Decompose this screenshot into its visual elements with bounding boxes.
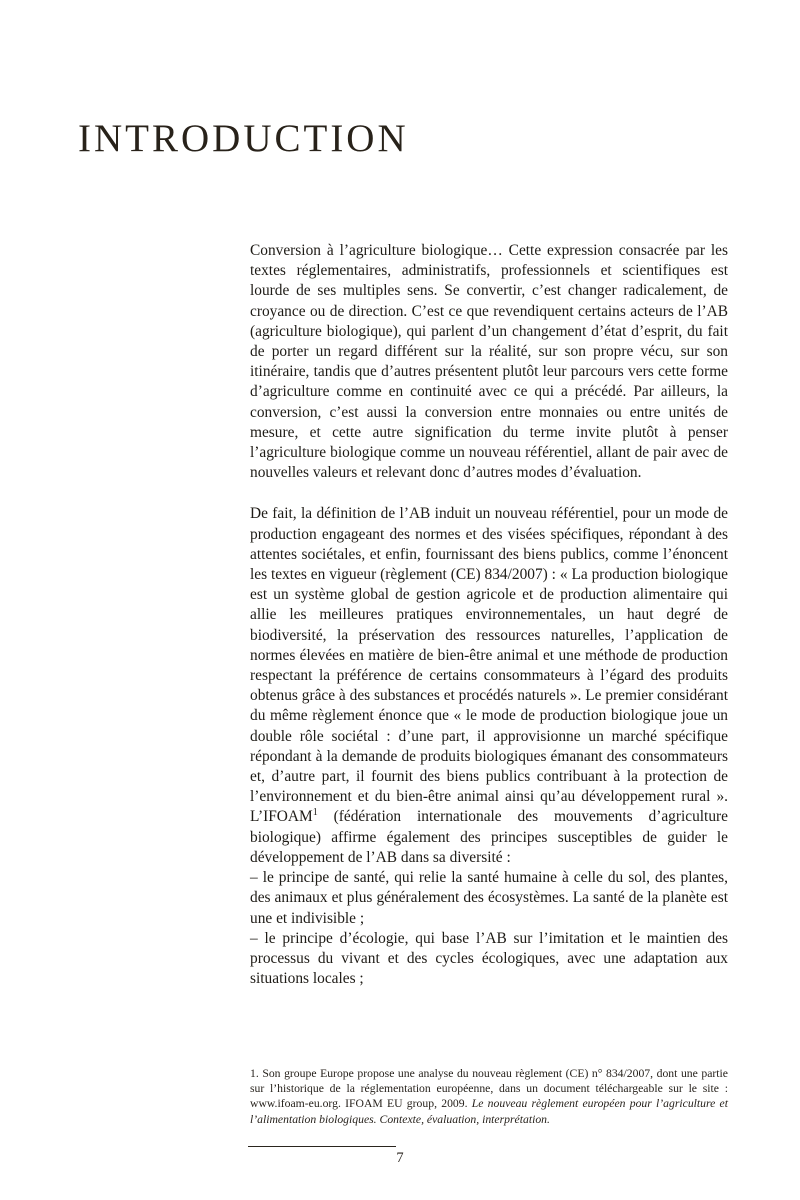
- footnote-text: 1. Son groupe Europe propose une analyse du nouveau règlement (CE) n° 834/2007, dont une partie sur l’historique de la réglementation européenne, dans un document téléchargeable sur le site : www.ifoam-eu.org. IFOAM EU group, 2009.: [250, 1067, 728, 1111]
- paragraph-text: De fait, la définition de l’AB induit un nouveau référentiel, pour un mode de production engageant des normes et des visées spécifiques, répondant à des attentes sociétales, et enfin, fournissant des biens publics, comme l’énoncent les textes en vigueur (règlement (CE) 834/2007) : « La production biologique est un système global de gestion agricole et de production alimentaire qui allie les meilleures pratiques environnementales, un haut degré de biodiversité, la préservation des ressources naturelles, l’application de normes élevées en matière de bien-être animal et une méthode de production respectant la préférence de certains consommateurs à l’égard des produits obtenus grâce à des substances et procédés naturels ». Le premier considérant du même règlement énonce que « le mode de production biologique joue un double rôle sociétal : d’une part, il approvisionne un marché spécifique répondant à la demande de produits biologiques émanant des consommateurs et, d’autre part, il fournit des biens publics contribuant à la protection de l’environnement et du bien-être animal ainsi qu’au développement rural ». L’IFOAM: [250, 505, 728, 826]
- list-item: – le principe d’écologie, qui base l’AB sur l’imitation et le maintien des processus du vivant et des cycles écologiques, avec une adaptation aux situations locales ;: [250, 929, 728, 988]
- footnote-reference: 1: [312, 807, 318, 819]
- paragraph: [250, 504, 728, 868]
- paragraph: Conversion à l’agriculture biologique… Cette expression consacrée par les textes réglementaires, administratifs, professionnels et scientifiques est lourde de ses multiples sens. Se convertir, c’est changer radicalement, de croyance ou de direction. C’est ce que revendiquent certains acteurs de l’AB (agriculture biologique), qui parlent d’un changement d’état d’esprit, du fait de porter un regard différent sur la réalité, sur son propre vécu, sur son itinéraire, tandis que d’autres présentent plutôt leur parcours vers cette forme d’agriculture comme en continuité avec ce qui a précédé. Par ailleurs, la conversion, c’est aussi la conversion entre monnaies ou entre unités de mesure, et cette autre signification du terme invite plutôt à penser l’agriculture biologique comme un nouveau référentiel, allant de pair avec de nouvelles valeurs et relevant donc d’autres modes d’évaluation.: [250, 242, 728, 482]
- footnote-work-title: Le nouveau règlement européen pour l’agriculture et l’alimentation biologiques. Contexte, évaluation, interprétation.: [250, 1097, 728, 1126]
- paragraph-text: (fédération internationale des mouvements d’agriculture biologique) affirme également des principes susceptibles de guider le développement de l’AB dans sa diversité :: [250, 808, 728, 866]
- footnote: [250, 1066, 728, 1127]
- list-item: – le principe de santé, qui relie la santé humaine à celle du sol, des plantes, des animaux et plus généralement des écosystèmes. La santé de la planète est une et indivisible ;: [250, 869, 728, 927]
- page-title: INTRODUCTION: [78, 117, 409, 160]
- page-number: 7: [396, 1150, 404, 1166]
- body-text-column: [250, 241, 728, 989]
- footer-rule: [248, 1146, 396, 1147]
